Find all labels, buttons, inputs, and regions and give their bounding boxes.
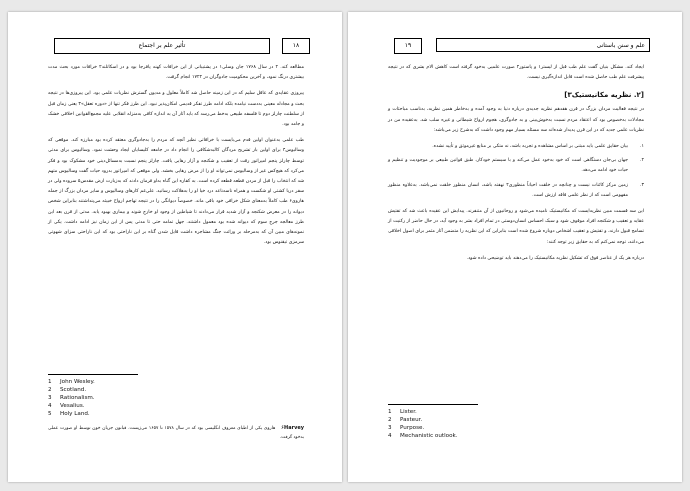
section-heading: [۲. نظریه مکانیستیک۳] [564,91,644,100]
footnote: 3 Purpose. [388,425,425,431]
book-page-left [8,12,342,482]
running-header [54,38,310,54]
page-body [48,63,304,254]
page-body [388,63,644,270]
footnote-harvey: ۶Harvey هاروی یکی از اطبای معروف انگلیسی بود که در سال ۱۵۷۸ تا ۱۶۵۷ می‌زیست. قبانون جریان خون توسط او صورت عملی به‌خود گرفت. [48,425,304,440]
footnote: 5 Holy Land. [48,411,90,417]
footnote: 2 Pasteur. [388,417,423,423]
paragraph: مطالعه کند. ۲ در سال ۱۷۶۸ جان وسلی۱ در پشتیبانی از این خرافات کهنه پافرجا بود و در اسکاتلند۲ خرافات مورد بحث مدت بیشتری درنگ نمود، و آخرین محکومیت جادوگران در ۱۷۲۲ انجام گرفت. [48,65,304,81]
footnote: 1 John Wesley. [48,379,95,385]
paragraph: درباره هر یک از عناصر فوق که تشکیل نظریه مکانیستیک را می‌دهند باید توضیحی داده شود. [466,255,644,261]
paragraph: پیروزی عقایدی که عاقل سلیم که در این زمینه حاصل شد کاملاً معلول و مدیون گسترش نظریات علمی بود. این پیروزی‌ها در نتیجه بحث و مجادله معینی به‌دست نیامده بلکه ادامه طرز تفکر قدیمی امکان‌پذیر نبود. این طرز فکر تنها از «دوره تعقل»۳ یعنی زمان قبل از سلطنت چارلز دوم تا فلسفه طبیعی به‌خط می‌رسد که باید آثار آن به اندازه کافی به‌منزله انقلابی علیه مجمع‌القوانین اخلاقی خشک و جامد بود. [48,91,304,128]
footnote: 4 Mechanistic outlook. [388,433,458,439]
footnotes [48,378,304,418]
paragraph: طب علمی به‌عنوان اولین قدم می‌بایست با خرافاتی نظیر آنچه که مردم را به‌جادوگری معتقد کرده بود مبارزه کند. موقعی که وسالیوس۴ برای اولین بار تشریح مردگان کالبدشکافی را انجام داد در جامعه کلیسایان ایجاد وحشت نمود. وسالیوس برای مدتی توسط چارلز پنجم امپراتور رقت از تعقیب و شکنجه و آزار رهایی یافت. چارلز پنجم نسبت به‌مسائل‌دینی خود مشکوک بود و فکر می‌کرد که هیچ‌کس غیر از وسالیوس نمی‌تواند او را از مرض رهایی بخشد. ولی موقعی که امپراتور بدرود حیات گفت وسالیوس متهم شد که انتخاب را قبل از مردن قطعه قطعه کرده است. به کفاره این گناه به‌او فرمان دادند که به‌زیارت ارض مقدس۵ سروده ولی در سفر دریا کشتی او شکست و همراه ناسه‌ناعد درد خیا او را به‌هلاکت رسانید. علی‌غم کارهای وسالیوس و سایر مردان بزرگ از جمله هاروی۶ طب کاملاً به‌معنای شکل خرافی خود باقی ماند. خصوصاً دیوانگی را در نتیجه تهاجم ارواح خبیثه می‌پنداشتند بنابراین شخص دیوانه را در معرض شکنجه و آزار شدید قرار می‌دادند تا شیاطین از وجود او خارج شوند و بیماری بهبود یابد. مدتی از قرن بعد این طرز معالجه جرج سوم که دیوانه شده بود معمول داشتند. جهل تمامه حتی تا مدتی پس از این زمان نیز ادامه داشت. یکی از نمونه‌های مبین آن که به‌مرحله بر وراثت جنگ مشاجره داشت قایل شدن گناه بر این ناراحتی بود که این ناراحتی سزای شهوتی سرمزی تیقنوس بود. [48,138,304,246]
page-number: ۱۸ [282,38,310,54]
list-item: ۲. جهان بی‌جان دستگاهی است که خود به‌خود عمل می‌کند و با سیستم خودکار، طبق قوانین طبیعی بر موجودیت و تنظیم و حیات خود ادامه می‌دهد. [388,158,644,174]
footnote-divider [388,404,478,405]
paragraph: در نتیجه فعالیت مردان بزرگ در قرن هفدهم نظریه جدیدی درباره دنیا به وجود آمده و به‌خاطر همین نظریه، به‌ناسب مباحثات و مجادلات به‌خصوص بود که اعتقاد مردم نسبت به‌خوش‌بینی و به جادوگری، هجوم ارواح شیطانی و غیره سلب شد. به‌عقیده من در نظریات علمی جدید که در این قرن پدیدار شده‌اند سه مسئله بسیار مهم وجود داشت که به‌شرح زیر می‌باشد: [388,107,644,133]
footnote-name: Harvey [284,425,304,431]
footnote: 1 Lister. [388,409,417,415]
book-page-right [348,12,682,482]
footnote: 3 Rationalism. [48,395,95,401]
list-item: ۱. بیان حقایق علمی باید مبتنی بر اساس مشاهده و تجربه باشد، نه متکی بر منابع غیرموثق و تأیید نشده. [432,144,644,150]
paragraph: ایجاد کند. مشکل بنیان گفت علم طب قبل از لیستر۱ و پاستور۲ صورت علمیی به‌خود گرفته است کاهش الام بشری که در نتیجه پیشرفت علم طب حاصل شده است قابل اندازه‌گیری نیست. [388,65,644,81]
page-number: ۱۹ [394,38,422,54]
footnote-divider [48,374,138,375]
footnote: 2 Scotland. [48,387,87,393]
running-header [394,38,650,54]
paragraph: این سه قسمت مبین نظریه‌ایست که مکانیستیک نامیده می‌شود و روحانیون از آن متنفرند. پیدایش این عقیده باعث شد که تفتیش عقاید و تعقیب و شکنجه افراد موقوف شود و سبک احساس انسان‌دوستی در تمام افراد بشر به وجود آید، در حال حاضر از رکنیت از تسامح قبول دارند، و تفتیش و تعقیب اشخاص دوباره شروع شده است بنابراین که این نظریه را متضمن آثار مثمر برای اصول اخلاقی می‌دانند، توجه نمی‌کنم که به حقایق زیر توجه کنند: [388,209,644,245]
footnote: 4 Vesalius. [48,403,85,409]
footnotes [388,408,644,440]
numbered-list [388,142,644,201]
running-title: تأثیر علم بر اجتماع [54,38,270,54]
running-title: علم و سنن باستانی [436,38,650,52]
list-item: ۳. زمین مرکز کائنات نیست و چنانچه در خلقت احیاناً منظوری۴ نهفته باشد، انسان منظور خلقت نمی‌باشد. به‌علاوه منظور مفهومی است که از نظر علمی فاقد ارزش است. [388,182,644,198]
